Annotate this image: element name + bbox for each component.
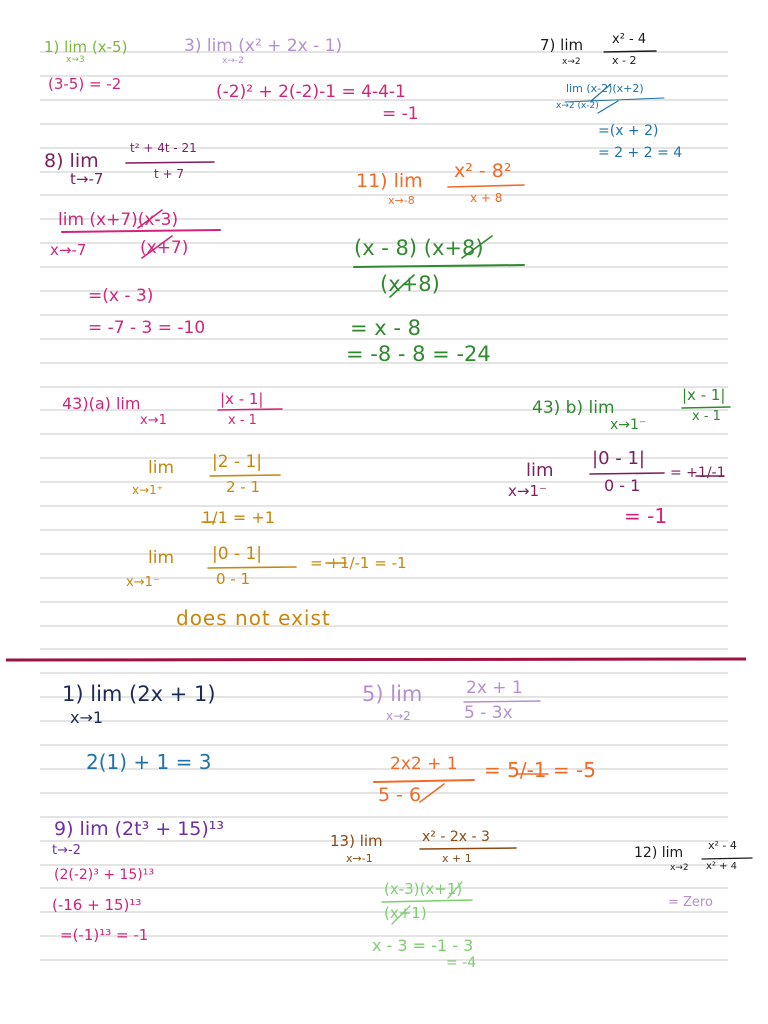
problem-11-sub: x→-8 — [388, 194, 415, 207]
problem-7-sub: x→2 — [562, 57, 581, 67]
problem-13-label: 13) lim — [330, 832, 383, 850]
problem-43b-work-1: lim — [526, 460, 554, 481]
problem-11-work-2: = x - 8 — [350, 316, 421, 340]
problem-11-num: x² - 8² — [454, 160, 512, 182]
problem-11-work-1-den: (x+8) — [380, 272, 440, 296]
problem-3-sub: x→-2 — [222, 56, 244, 66]
problem-5-work-den: 5 - 6 — [378, 784, 422, 806]
problem-12-work: = Zero — [668, 895, 713, 910]
problem-43a-label: 43)(a) lim — [62, 394, 141, 413]
problem-13-sub: x→-1 — [346, 852, 373, 865]
problem-8-work-3: = -7 - 3 = -10 — [88, 318, 206, 338]
problem-11-label: 11) lim — [356, 170, 423, 192]
problem-43a-work-3-sub: x→1⁻ — [126, 575, 160, 590]
problem-7-num: x² - 4 — [612, 32, 647, 47]
problem-9-work-3: =(-1)¹³ = -1 — [60, 926, 149, 944]
problem-11-work-1: (x - 8) (x+8) — [354, 236, 484, 260]
problem-1-work: (3-5) = -2 — [48, 75, 122, 93]
problem-12-num: x² - 4 — [708, 839, 737, 852]
problem-43a-den: x - 1 — [228, 413, 257, 428]
problem-8-label: 8) lim — [44, 150, 99, 172]
problem-43a-work-3: lim — [148, 548, 175, 568]
problem-9-sub: t→-2 — [52, 843, 81, 858]
problem-8-work-2: =(x - 3) — [88, 286, 154, 306]
problem-5-work-result: = 5/-1 = -5 — [484, 758, 596, 782]
problem-5-num: 2x + 1 — [466, 678, 523, 698]
problem-43a-work-1: lim — [148, 458, 175, 478]
problem-13-work-2: x - 3 = -1 - 3 — [372, 936, 474, 955]
problem-3-work-1: (-2)² + 2(-2)-1 = 4-4-1 — [216, 82, 406, 102]
problem-11-den: x + 8 — [470, 191, 503, 205]
problem-43a-work-3-result: = +1/-1 = -1 — [310, 554, 407, 572]
problem-8-work-1-sub: x→-7 — [50, 241, 87, 259]
problem-13-work-1: (x-3)(x+1) — [384, 880, 463, 898]
problem-43b-den: x - 1 — [692, 409, 721, 424]
problem-1b-label: 1) lim (2x + 1) — [62, 682, 216, 706]
problem-8-sub: t→-7 — [70, 170, 104, 188]
problem-43a-work-3-den: 0 - 1 — [216, 570, 251, 588]
problem-43b-work-1-num: |0 - 1| — [592, 448, 645, 469]
problem-43a-conclusion: does not exist — [176, 606, 331, 630]
problem-1-sub: x→3 — [66, 55, 85, 65]
problem-43b-work-1-result: = +1/-1 — [670, 465, 726, 481]
problem-43a-work-1-sub: x→1⁺ — [132, 483, 164, 497]
problem-43b-work-2: = -1 — [624, 504, 668, 528]
problem-1-label: 1) lim (x-5) — [44, 38, 128, 56]
problem-7-work-1: lim (x-2)(x+2) — [566, 82, 644, 95]
problem-43a-work-2: 1/1 = +1 — [202, 508, 275, 527]
problem-9-work-2: (-16 + 15)¹³ — [52, 896, 142, 914]
problem-43a-work-1-den: 2 - 1 — [226, 478, 261, 496]
problem-13-work-1-den: (x+1) — [384, 904, 427, 922]
problem-5-sub: x→2 — [386, 709, 411, 723]
section-divider — [6, 659, 746, 660]
problem-11-work-3: = -8 - 8 = -24 — [346, 342, 491, 366]
problem-43b-work-1-sub: x→1⁻ — [508, 482, 547, 500]
problem-7-work-2: =(x + 2) — [598, 123, 659, 139]
problem-5-work-num: 2x2 + 1 — [390, 754, 458, 774]
problem-9-work-1: (2(-2)³ + 15)¹³ — [54, 867, 154, 883]
problem-43a-work-1-num: |2 - 1| — [212, 452, 263, 472]
problem-1b-work: 2(1) + 1 = 3 — [86, 750, 212, 774]
problem-8-work-1: lim (x+7)(x-3) — [58, 210, 179, 230]
problem-12-den: x² + 4 — [706, 861, 738, 872]
problem-5-den: 5 - 3x — [464, 703, 513, 723]
problem-8-num: t² + 4t - 21 — [130, 141, 197, 155]
problem-1b-sub: x→1 — [70, 708, 104, 727]
problem-43b-work-1-den: 0 - 1 — [604, 476, 641, 495]
problem-8-den: t + 7 — [154, 167, 185, 181]
problem-7-work-3: = 2 + 2 = 4 — [598, 145, 683, 161]
problem-12-label: 12) lim — [634, 845, 684, 861]
problem-43b-num: |x - 1| — [682, 386, 726, 404]
problem-13-work-3: = -4 — [446, 955, 477, 971]
problem-43a-num: |x - 1| — [220, 390, 264, 408]
problem-43b-label: 43) b) lim — [532, 398, 615, 418]
problem-3-work-2: = -1 — [382, 104, 419, 124]
problem-9-label: 9) lim (2t³ + 15)¹³ — [54, 818, 225, 840]
problem-7-den: x - 2 — [612, 54, 637, 67]
problem-43b-sub: x→1⁻ — [610, 417, 647, 433]
problem-13-den: x + 1 — [442, 852, 472, 865]
problem-7-work-1-sub: x→2 (x-2) — [556, 101, 599, 111]
problem-7-label: 7) lim — [540, 36, 584, 54]
problem-3-label: 3) lim (x² + 2x - 1) — [184, 36, 343, 56]
problem-8-work-1-den: (x+7) — [140, 238, 189, 258]
problem-5-label: 5) lim — [362, 682, 423, 706]
problem-12-sub: x→2 — [670, 863, 689, 873]
problem-13-num: x² - 2x - 3 — [422, 829, 490, 845]
problem-43a-work-3-num: |0 - 1| — [212, 544, 263, 564]
problem-43a-sub: x→1 — [140, 413, 167, 428]
